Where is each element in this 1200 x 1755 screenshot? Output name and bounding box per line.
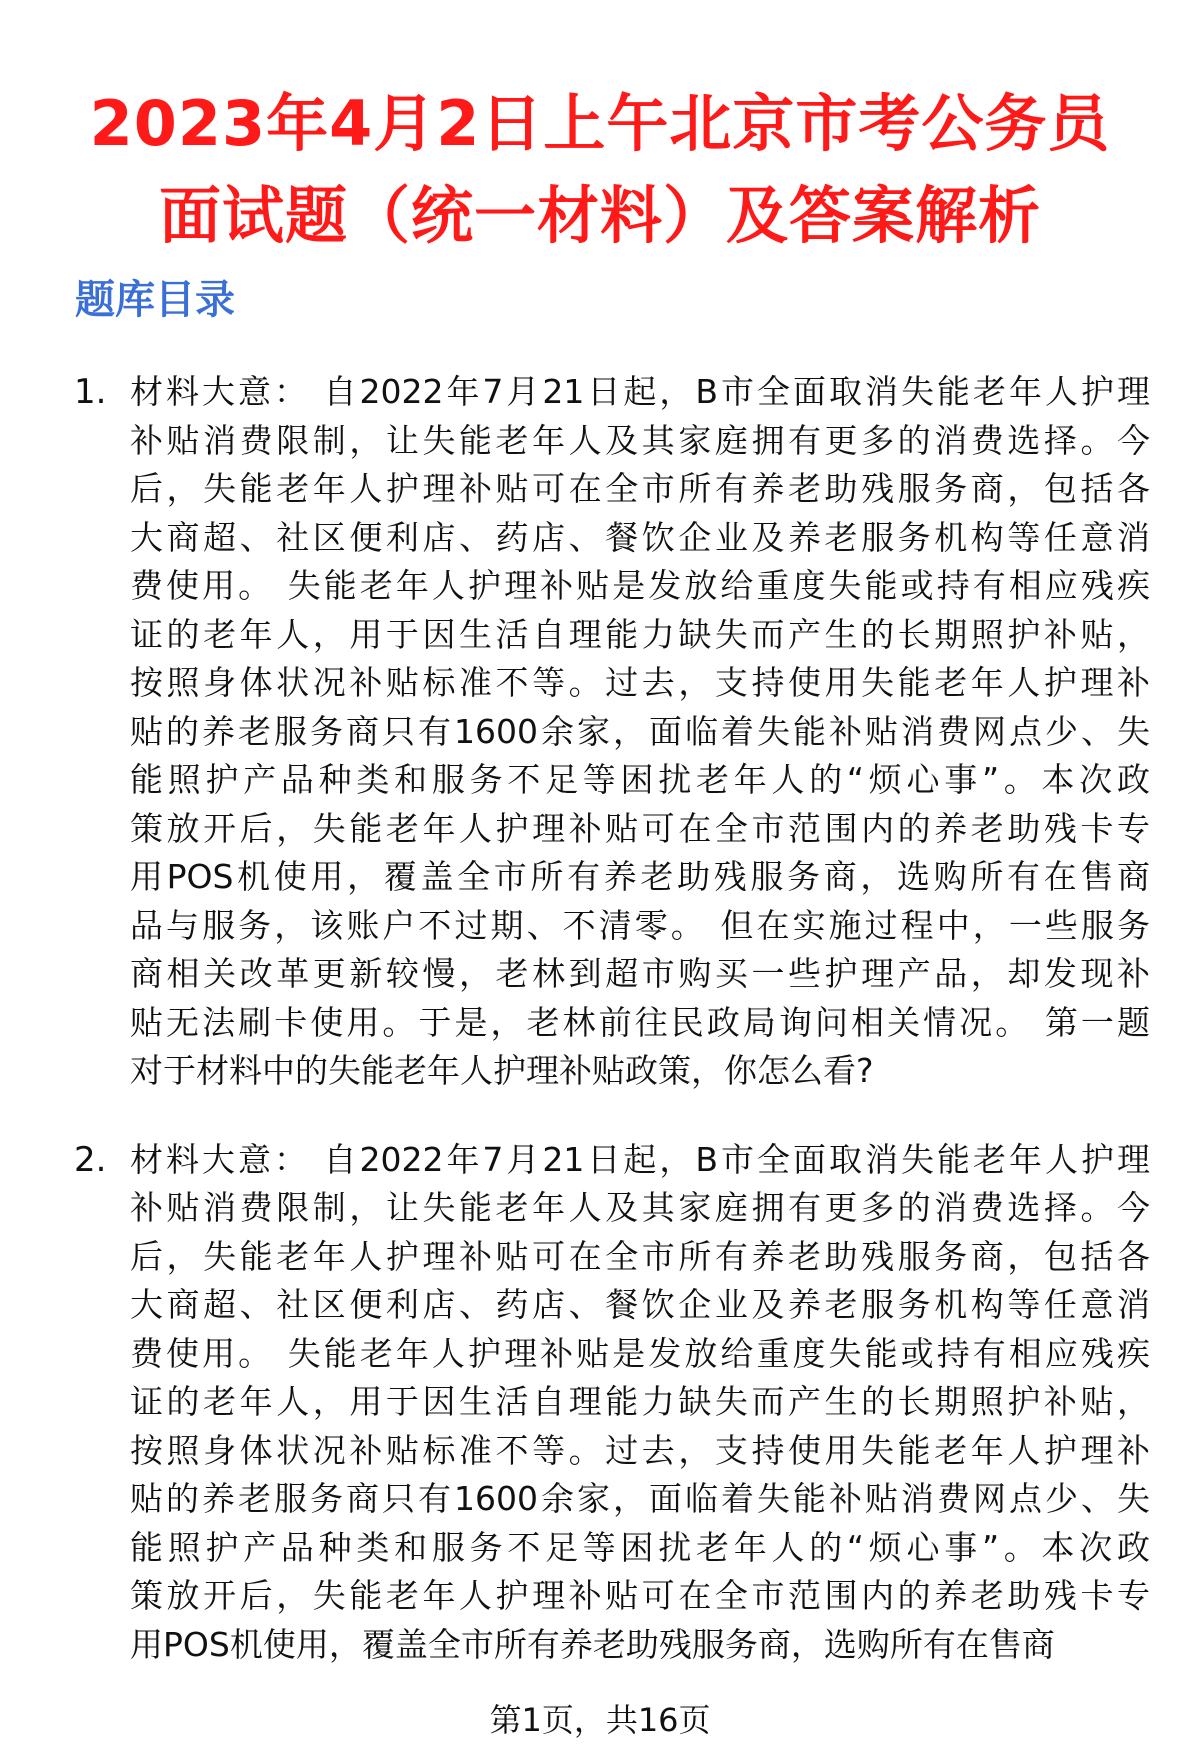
toc-item-text-line: 大商超、社区便利店、药店、餐饮企业及养老服务机构等任意消	[130, 1285, 1150, 1324]
toc-item-text-line: 贴的养老服务商只有1600余家，面临着失能补贴消费网点少、失	[130, 1479, 1150, 1518]
toc-item-text-line: 证的老年人，用于因生活自理能力缺失而产生的长期照护补贴，	[130, 614, 1150, 654]
toc-item-text-line: 补贴消费限制，让失能老年人及其家庭拥有更多的消费选择。今	[130, 1188, 1150, 1227]
toc-item-text	[130, 1136, 1150, 1670]
toc-item-text-line: 材料大意： 自2022年7月21日起，B市全面取消失能老年人护理	[130, 372, 1150, 411]
toc-item-text-line: 商相关改革更新较慢，老林到超市购买一些护理产品，却发现补	[130, 954, 1150, 993]
toc-item-text-line: 品与服务，该账户不过期、不清零。 但在实施过程中，一些服务	[130, 905, 1150, 945]
toc-item-text-line: 材料大意： 自2022年7月21日起，B市全面取消失能老年人护理	[130, 1139, 1150, 1179]
toc-item-text-line: 按照身体状况补贴标准不等。过去，支持使用失能老年人护理补	[130, 663, 1150, 702]
toc-item-text-line: 贴无法刷卡使用。于是，老林前往民政局询问相关情况。 第一题	[130, 1002, 1150, 1042]
toc-item-text-line: 对于材料中的失能老年人护理补贴政策，你怎么看?	[130, 1051, 874, 1090]
toc-item-text-line: 大商超、社区便利店、药店、餐饮企业及养老服务机构等任意消	[130, 517, 1150, 557]
title-line-1: 2023年4月2日上午北京市考公务员	[89, 87, 1111, 160]
toc-item-text-line: 策放开后，失能老年人护理补贴可在全市范围内的养老助残卡专	[130, 808, 1150, 848]
toc-item-text-line: 后，失能老年人护理补贴可在全市所有养老助残服务商，包括各	[130, 1236, 1150, 1276]
toc-item-text-line: 能照护产品种类和服务不足等困扰老年人的“烦心事”。本次政	[130, 1527, 1150, 1567]
toc-heading: 题库目录	[75, 277, 235, 323]
toc-item-text-line: 证的老年人，用于因生活自理能力缺失而产生的长期照护补贴，	[130, 1382, 1150, 1421]
toc-item-text-line: 用POS机使用，覆盖全市所有养老助残服务商，选购所有在售商	[130, 857, 1150, 896]
toc-item-number: 1.	[74, 372, 107, 412]
toc-item-text	[130, 368, 1150, 1096]
toc-item-text-line: 费使用。 失能老年人护理补贴是发放给重度失能或持有相应残疾	[130, 1333, 1150, 1373]
toc-item-number: 2.	[74, 1139, 107, 1180]
toc-list	[70, 368, 1150, 1690]
toc-item-text-line: 能照护产品种类和服务不足等困扰老年人的“烦心事”。本次政	[130, 760, 1150, 799]
toc-item-text-line: 用POS机使用，覆盖全市所有养老助残服务商，选购所有在售商	[130, 1624, 1055, 1664]
toc-item-1	[70, 368, 1150, 1096]
document-title	[40, 78, 1160, 262]
toc-item-2	[70, 1136, 1150, 1670]
toc-item-text-line: 策放开后，失能老年人护理补贴可在全市范围内的养老助残卡专	[130, 1576, 1150, 1615]
page-footer: 第1页，共16页	[489, 1701, 711, 1739]
toc-item-text-line: 贴的养老服务商只有1600余家，面临着失能补贴消费网点少、失	[130, 711, 1150, 751]
toc-item-text-line: 后，失能老年人护理补贴可在全市所有养老助残服务商，包括各	[130, 469, 1150, 508]
toc-item-text-line: 费使用。 失能老年人护理补贴是发放给重度失能或持有相应残疾	[130, 566, 1150, 605]
toc-item-text-line: 按照身体状况补贴标准不等。过去，支持使用失能老年人护理补	[130, 1430, 1150, 1470]
title-line-2: 面试题（统一材料）及答案解析	[158, 179, 1041, 252]
toc-item-text-line: 补贴消费限制，让失能老年人及其家庭拥有更多的消费选择。今	[130, 420, 1150, 460]
